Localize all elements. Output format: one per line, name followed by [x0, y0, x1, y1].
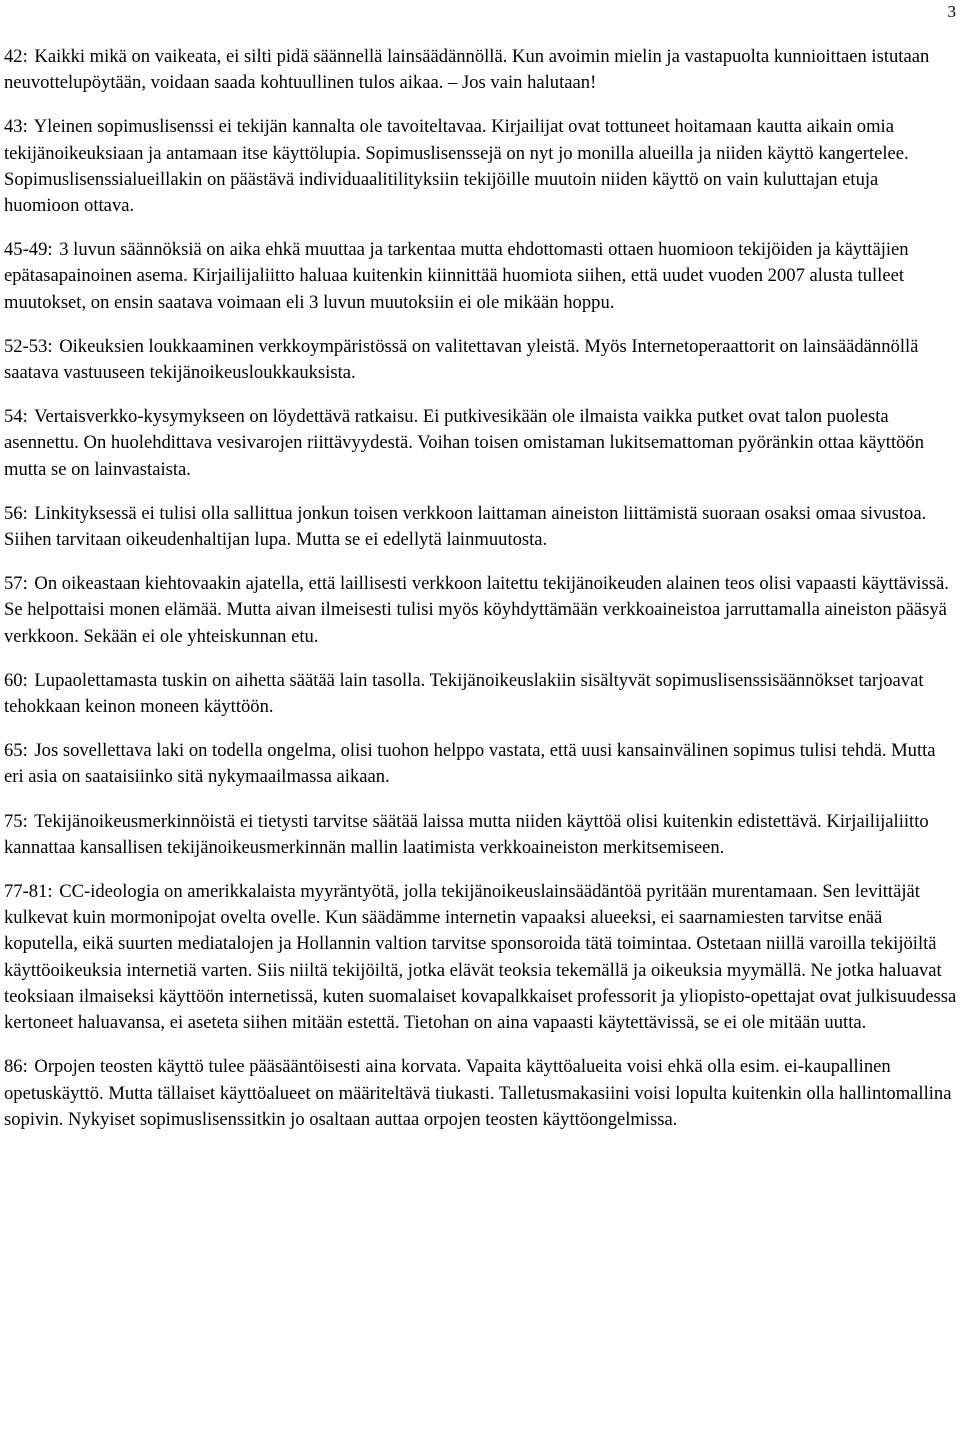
paragraph-57 [4, 571, 958, 650]
paragraph-ref: 56: [4, 502, 28, 524]
paragraph-ref: 54: [4, 406, 28, 428]
paragraph-text: Yleinen sopimuslisenssi ei tekijän kannalta ole tavoiteltavaa. Kirjailijat ovat tottuneet hoitamaan kautta aikain omia tekijänoikeuksiaan ja antamaan itse käyttölupia. Sopimuslisenssejä on nyt jo monilla alueilla ja niiden käyttö kangertelee. Sopimuslisenssialueillakin on päästävä individuaalitilityksiin tekijöille muutoin niiden käyttö on vain kuluttajan etuja huomioon ottava. [4, 116, 909, 217]
paragraph-56 [4, 501, 958, 553]
paragraph-ref: 77-81: [4, 881, 53, 903]
paragraph-text: Tekijänoikeusmerkinnöistä ei tietysti tarvitse säätää laissa mutta niiden käyttöä olisi kuitenkin edistettävä. Kirjailijaliitto kannattaa kansallisen tekijänoikeusmerkinnän mallin laatimista verkkoaineiston merkitsemiseen. [4, 810, 929, 858]
paragraph-42 [4, 44, 958, 96]
paragraph-ref: 60: [4, 669, 28, 691]
paragraph-text: On oikeastaan kiehtovaakin ajatella, että laillisesti verkkoon laitettu tekijänoikeuden alainen teos olisi vapaasti käyttävissä. Se helpottaisi monen elämää. Mutta aivan ilmeisesti tulisi myös köyhdyttämään verkkoaineistoa jarruttamalla aineiston pääsyä verkkoon. Sekään ei ole yhteiskunnan etu. [4, 573, 949, 647]
paragraph-text: Jos sovellettava laki on todella ongelma, olisi tuohon helppo vastata, että uusi kansainvälinen sopimus tulisi tehdä. Mutta eri asia on saataisiinko sitä nykymaailmassa aikaan. [4, 740, 936, 788]
paragraph-45-49 [4, 237, 958, 316]
paragraph-ref: 86: [4, 1056, 28, 1078]
document-body [4, 44, 958, 1151]
paragraph-43 [4, 114, 958, 219]
paragraph-ref: 65: [4, 740, 28, 762]
paragraph-text: Vertaisverkko-kysymykseen on löydettävä ratkaisu. Ei putkivesikään ole ilmaista vaikka putket ovat talon puolesta asennettu. On huolehdittava vesivarojen riittävyydestä. Voihan toisen omistaman lukitsemattoman pyöränkin ottaa käyttöön mutta se on lainvastaista. [4, 406, 925, 480]
paragraph-60 [4, 668, 958, 720]
paragraph-text: Oikeuksien loukkaaminen verkkoympäristössä on valitettavan yleistä. Myös Internetoperaattorit on lainsäädännöllä saatava vastuuseen tekijänoikeusloukkauksista. [4, 335, 919, 384]
paragraph-text: Orpojen teosten käyttö tulee pääsääntöisesti aina korvata. Vapaita käyttöalueita voisi ehkä olla esim. ei-kaupallinen opetuskäyttö. Mutta tällaiset käyttöalueet on määriteltävä tiukasti. Talletusmakasiini voisi lopulta kuitenkin olla hallintomallina sopivin. Nykyiset sopimuslisenssitkin jo osaltaan auttaa orpojen teosten käyttöongelmissa. [4, 1056, 952, 1130]
paragraph-75 [4, 809, 958, 861]
paragraph-ref: 43: [4, 116, 28, 138]
paragraph-54 [4, 404, 958, 483]
paragraph-ref: 42: [4, 46, 28, 67]
page-number: 3 [947, 2, 956, 21]
paragraph-ref: 45-49: [4, 239, 53, 261]
paragraph-text: 3 luvun säännöksiä on aika ehkä muuttaa ja tarkentaa mutta ehdottomasti ottaen huomioon tekijöiden ja käyttäjien epätasapainoinen asema. Kirjailijaliitto haluaa kuitenkin kiinnittää huomiota siihen, että uudet vuoden 2007 alusta tulleet muutokset, on ensin saatava voimaan eli 3 luvun muutoksiin ei ole mikään hoppu. [4, 239, 909, 313]
paragraph-77-81 [4, 879, 958, 1036]
paragraph-text: Kaikki mikä on vaikeata, ei silti pidä säännellä lainsäädännöllä. Kun avoimin mielin ja vastapuolta kunnioittaen istutaan neuvottelupöytään, voidaan saada kohtuullinen tulos aikaa. – Jos vain halutaan! [4, 46, 930, 94]
paragraph-ref: 52-53: [4, 335, 53, 357]
paragraph-text: CC-ideologia on amerikkalaista myyräntyötä, jolla tekijänoikeuslainsäädäntöä pyritään murentamaan. Sen levittäjät kulkevat kuin mormonipojat ovelta ovelle. Kun säädämme internetin vapaaksi alueeksi, ei saarnamiesten tarvitse enää koputella, eikä suurten mediatalojen ja Hollannin valtion tarvitse sponsoroida tätä toimintaa. Ostetaan niillä varoilla tekijöiltä käyttöoikeuksia internetiä varten. Siis niiltä tekijöiltä, jotka elävät teoksia tekemällä ja oikeuksia myymällä. Ne jotka haluavat teoksiaan ilmaiseksi käyttöön internetissä, kuten suomalaiset kovapalkkaiset professorit ja yliopisto-opettajat ovat julkisuudessa kertoneet haluavansa, ei aseteta siihen mitään estettä. Tietohan on aina vapaasti käytettävissä, se ei ole mitään uutta. [4, 881, 957, 1034]
paragraph-ref: 57: [4, 573, 28, 595]
paragraph-52-53 [4, 334, 958, 386]
paragraph-65 [4, 738, 958, 790]
paragraph-86 [4, 1054, 958, 1133]
paragraph-ref: 75: [4, 810, 28, 832]
paragraph-text: Linkityksessä ei tulisi olla sallittua jonkun toisen verkkoon laittaman aineiston liittämistä suoraan osaksi omaa sivustoa. Siihen tarvitaan oikeudenhaltijan lupa. Mutta se ei edellytä lainmuutosta. [4, 502, 927, 551]
paragraph-text: Lupaolettamasta tuskin on aihetta säätää lain tasolla. Tekijänoikeuslakiin sisältyvät sopimuslisenssisäännökset tarjoavat tehokkaan keinon moneen käyttöön. [4, 669, 924, 718]
